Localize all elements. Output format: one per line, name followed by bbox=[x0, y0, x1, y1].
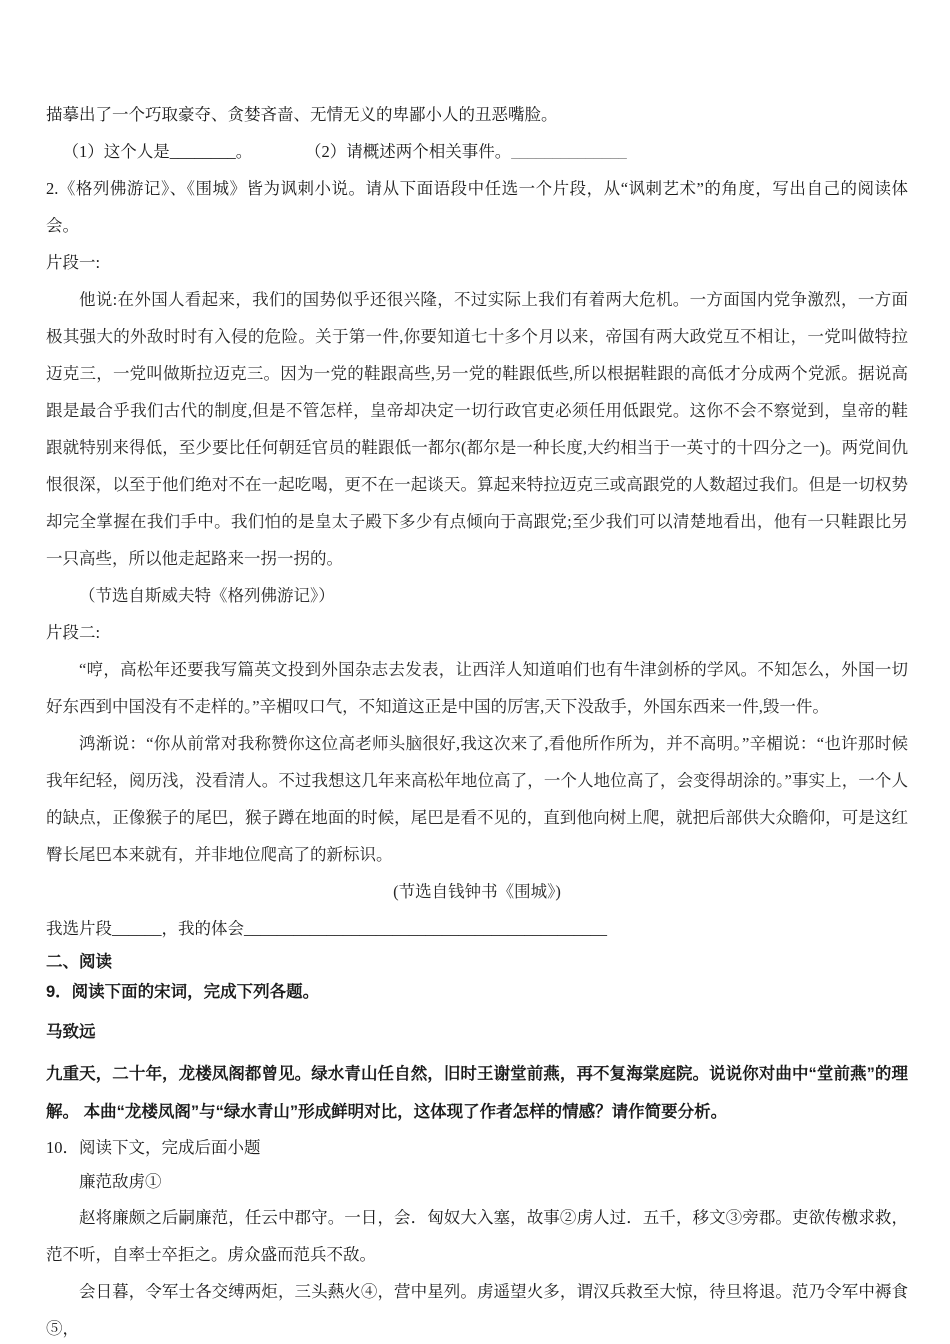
fragment-1-label: 片段一: bbox=[46, 253, 101, 272]
answer-line bbox=[46, 910, 908, 947]
answer-body-blank: ____________________________________________ bbox=[244, 919, 607, 938]
blank-q1-label: （1）这个人是 bbox=[62, 142, 170, 161]
fragment-1-source: （节选自斯威夫特《格列佛游记》） bbox=[79, 586, 335, 605]
fragment-2-source: (节选自钱钟书《围城》) bbox=[393, 882, 561, 901]
fill-blank-line bbox=[46, 133, 908, 170]
question-2: 2.《格列佛游记》、《围城》皆为讽刺小说。请从下面语段中任选一个片段，从“讽刺艺术”的角度，写出自己的阅读体会。 bbox=[46, 179, 908, 235]
blank-q2-underline: ______________ bbox=[511, 142, 627, 161]
passage-para-1: 赵将廉颇之后嗣廉范，任云中郡守。一日，会．匈奴大入塞，故事②虏人过．五千，移文③旁郡。吏欲传檄求救，范不听，自率士卒拒之。虏众盛而范兵不敌。 bbox=[46, 1208, 908, 1264]
answer-choose-blank: ______ bbox=[112, 919, 162, 938]
poet-name: 马致远 bbox=[46, 1023, 96, 1041]
blank-q2-label: （2）请概述两个相关事件。 bbox=[305, 142, 512, 161]
answer-body-label: ，我的体会 bbox=[161, 919, 244, 938]
passage-para-2: 会日暮，令军士各交缚两炬，三头爇火④，营中星列。虏遥望火多，谓汉兵救至大惊，待旦将退。范乃令军中褥食⑤， bbox=[46, 1282, 908, 1338]
intro-line: 描摹出了一个巧取豪夺、贪婪吝啬、无情无义的卑鄙小人的丑恶嘴脸。 bbox=[46, 105, 558, 124]
blank-q1-underline: ________ bbox=[169, 142, 236, 161]
blank-q1-period: 。 bbox=[235, 142, 253, 161]
fragment-2-para-2: 鸿渐说：“你从前常对我称赞你这位高老师头脑很好,我这次来了,看他所作所为，并不高明。”辛楣说：“也许那时候我年纪轻，阅历浅，没看清人。不过我想这几年来高松年地位高了，一个人地位高了，会变得胡涂的。”事实上，一个人的缺点，正像猴子的尾巴，猴子蹲在地面的时候，尾巴是看不见的，直到他向树上爬，就把后部供大众瞻仰，可是这红臀长尾巴本来就有，并非地位爬高了的新标识。 bbox=[46, 734, 908, 864]
passage-title: 廉范敌虏① bbox=[79, 1172, 162, 1191]
fragment-2-label: 片段二: bbox=[46, 623, 101, 642]
section-heading-reading: 二、阅读 bbox=[46, 953, 112, 971]
poem-and-questions: 九重天，二十年，龙楼凤阁都曾见。绿水青山任自然，旧时王谢堂前燕，再不复海棠庭院。说说你对曲中“堂前燕”的理解。 本曲“龙楼凤阁”与“绿水青山”形成鲜明对比，这体现了作者怎样的情感？请作简要分析。 bbox=[46, 1065, 908, 1121]
fragment-1-text: 他说:在外国人看起来，我们的国势似乎还很兴隆，不过实际上我们有着两大危机。一方面国内党争激烈，一方面极其强大的外敌时时有入侵的危险。关于第一件,你要知道七十多个月以来，帝国有两大政党互不相让，一党叫做特拉迈克三，一党叫做斯拉迈克三。因为一党的鞋跟高些,另一党的鞋跟低些,所以根据鞋跟的高低才分成两个党派。据说高跟是最合乎我们古代的制度,但是不管怎样，皇帝却决定一切行政官吏必须任用低跟党。这你不会不察觉到，皇帝的鞋跟就特别来得低，至少要比任何朝廷官员的鞋跟低一都尔(都尔是一种长度,大约相当于一英寸的十四分之一)。两党间仇恨很深，以至于他们绝对不在一起吃喝，更不在一起谈天。算起来特拉迈克三或高跟党的人数超过我们。但是一切权势却完全掌握在我们手中。我们怕的是皇太子殿下多少有点倾向于高跟党;至少我们可以清楚地看出，他有一只鞋跟比另一只高些，所以他走起路来一拐一拐的。 bbox=[46, 290, 908, 568]
answer-choose-label: 我选片段 bbox=[46, 919, 112, 938]
question-9: 9．阅读下面的宋词，完成下列各题。 bbox=[46, 983, 320, 1001]
question-10: 10．阅读下文，完成后面小题 bbox=[46, 1138, 261, 1157]
fragment-2-para-1: “哼，高松年还要我写篇英文投到外国杂志去发表，让西洋人知道咱们也有牛津剑桥的学风。不知怎么，外国一切好东西到中国没有不走样的。”辛楣叹口气，不知道这正是中国的厉害,天下没敌手，外国东西来一件,毁一件。 bbox=[46, 660, 908, 716]
